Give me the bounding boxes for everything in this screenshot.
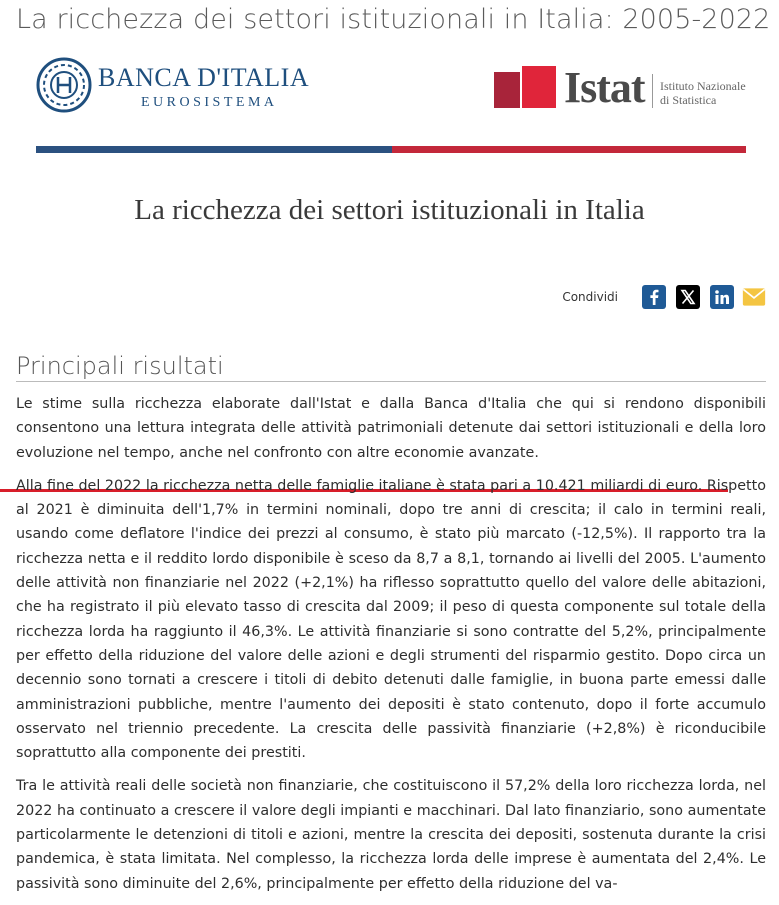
highlighted-sentence: Alla fine del 2022 la ricchezza netta delle famiglie italiane è stata pari a 10.421 miliardi di euro. [16, 477, 703, 494]
section-title: Principali risultati [16, 352, 224, 380]
page-title: La ricchezza dei settori istituzionali in Italia: 2005-2022 [16, 4, 771, 35]
paragraph-1: Le stime sulla ricchezza elaborate dall'Istat e dalla Banca d'Italia che qui si rendono disponibili consentono una lettura integrata delle attività patrimoniali detenute dai settori istituzionali e della loro evoluzione nel tempo, anche nel confronto con altre economie avanzate. [16, 396, 766, 461]
paragraph-3: Tra le attività reali delle società non finanziarie, che costituiscono il 57,2% della loro ricchezza lorda, nel 2022 ha continuato a crescere il valore degli impianti e macchinari. Dal lato finanziario, sono aumentate particolarmente le detenzioni di titoli e azioni, mentre la crescita dei depositi, sostenuta durante la crisi pandemica, è stata limitata. Nel complesso, la ricchezza lorda delle imprese è aumentata del 2,4%. Le passività sono diminuite del 2,6%, principalmente per effetto della riduzione del va- [16, 778, 766, 892]
istat-inst-line2: di Statistica [660, 93, 717, 107]
istat-institute-label [660, 79, 746, 107]
paragraph-2 [16, 474, 766, 766]
istat-mark-icon [494, 66, 558, 110]
mail-icon[interactable] [742, 285, 766, 309]
banca-d-italia-name: BANCA D'ITALIA [98, 63, 310, 92]
banner-band-blue [36, 146, 392, 153]
share-bar [562, 284, 766, 310]
istat-inst-line1: Istituto Nazionale [660, 79, 746, 93]
facebook-icon[interactable] [642, 285, 666, 309]
banner-band-red [392, 146, 746, 153]
istat-logo[interactable] [494, 63, 754, 116]
banca-d-italia-logo[interactable] [36, 57, 336, 117]
eurosistema-label: EUROSISTEMA [141, 95, 278, 110]
paragraph-2-rest: Rispetto al 2021 è diminuita dell'1,7% in termini nominali, dopo tre anni di crescita; il calo in termini reali, usando come deflatore l'indice dei prezzi al consumo, è stato più marcato (-12,5%). Il rapporto tra la ricchezza netta e il reddito lordo disponibile è sceso da 8,7 a 8,1, tornando ai livelli del 2005. L'aumento delle attività non finanziarie nel 2022 (+2,1%) ha riflesso soprattutto quello del valore delle abitazioni, che ha registrato il più elevato tasso di crescita dal 2009; il peso di questa componente sul totale della ricchezza lorda ha raggiunto il 46,3%. Le attività finanziarie si sono contratte del 5,2%, principalmente per effetto della riduzione del valore delle azioni e degli strumenti del risparmio gestito. Dopo circa un decennio sono tornati a crescere i titoli di debito detenuti dalle famiglie, in buona parte emessi dalle amministrazioni pubbliche, mentre l'aumento dei depositi è stato contenuto, dopo il forte accumulo osservato nel triennio precedente. La crescita delle passività finanziarie (+2,8%) è riconducibile soprattutto alla componente dei prestiti. [16, 477, 767, 762]
x-icon[interactable] [676, 285, 700, 309]
share-label: Condividi [562, 290, 618, 304]
linkedin-icon[interactable] [710, 285, 734, 309]
istat-name: Istat [564, 63, 645, 112]
article-body [16, 392, 766, 905]
section-divider [16, 381, 766, 382]
banner-title: La ricchezza dei settori istituzionali in Italia [134, 194, 645, 226]
banca-d-italia-emblem-icon [36, 57, 92, 113]
istat-separator [652, 74, 653, 108]
